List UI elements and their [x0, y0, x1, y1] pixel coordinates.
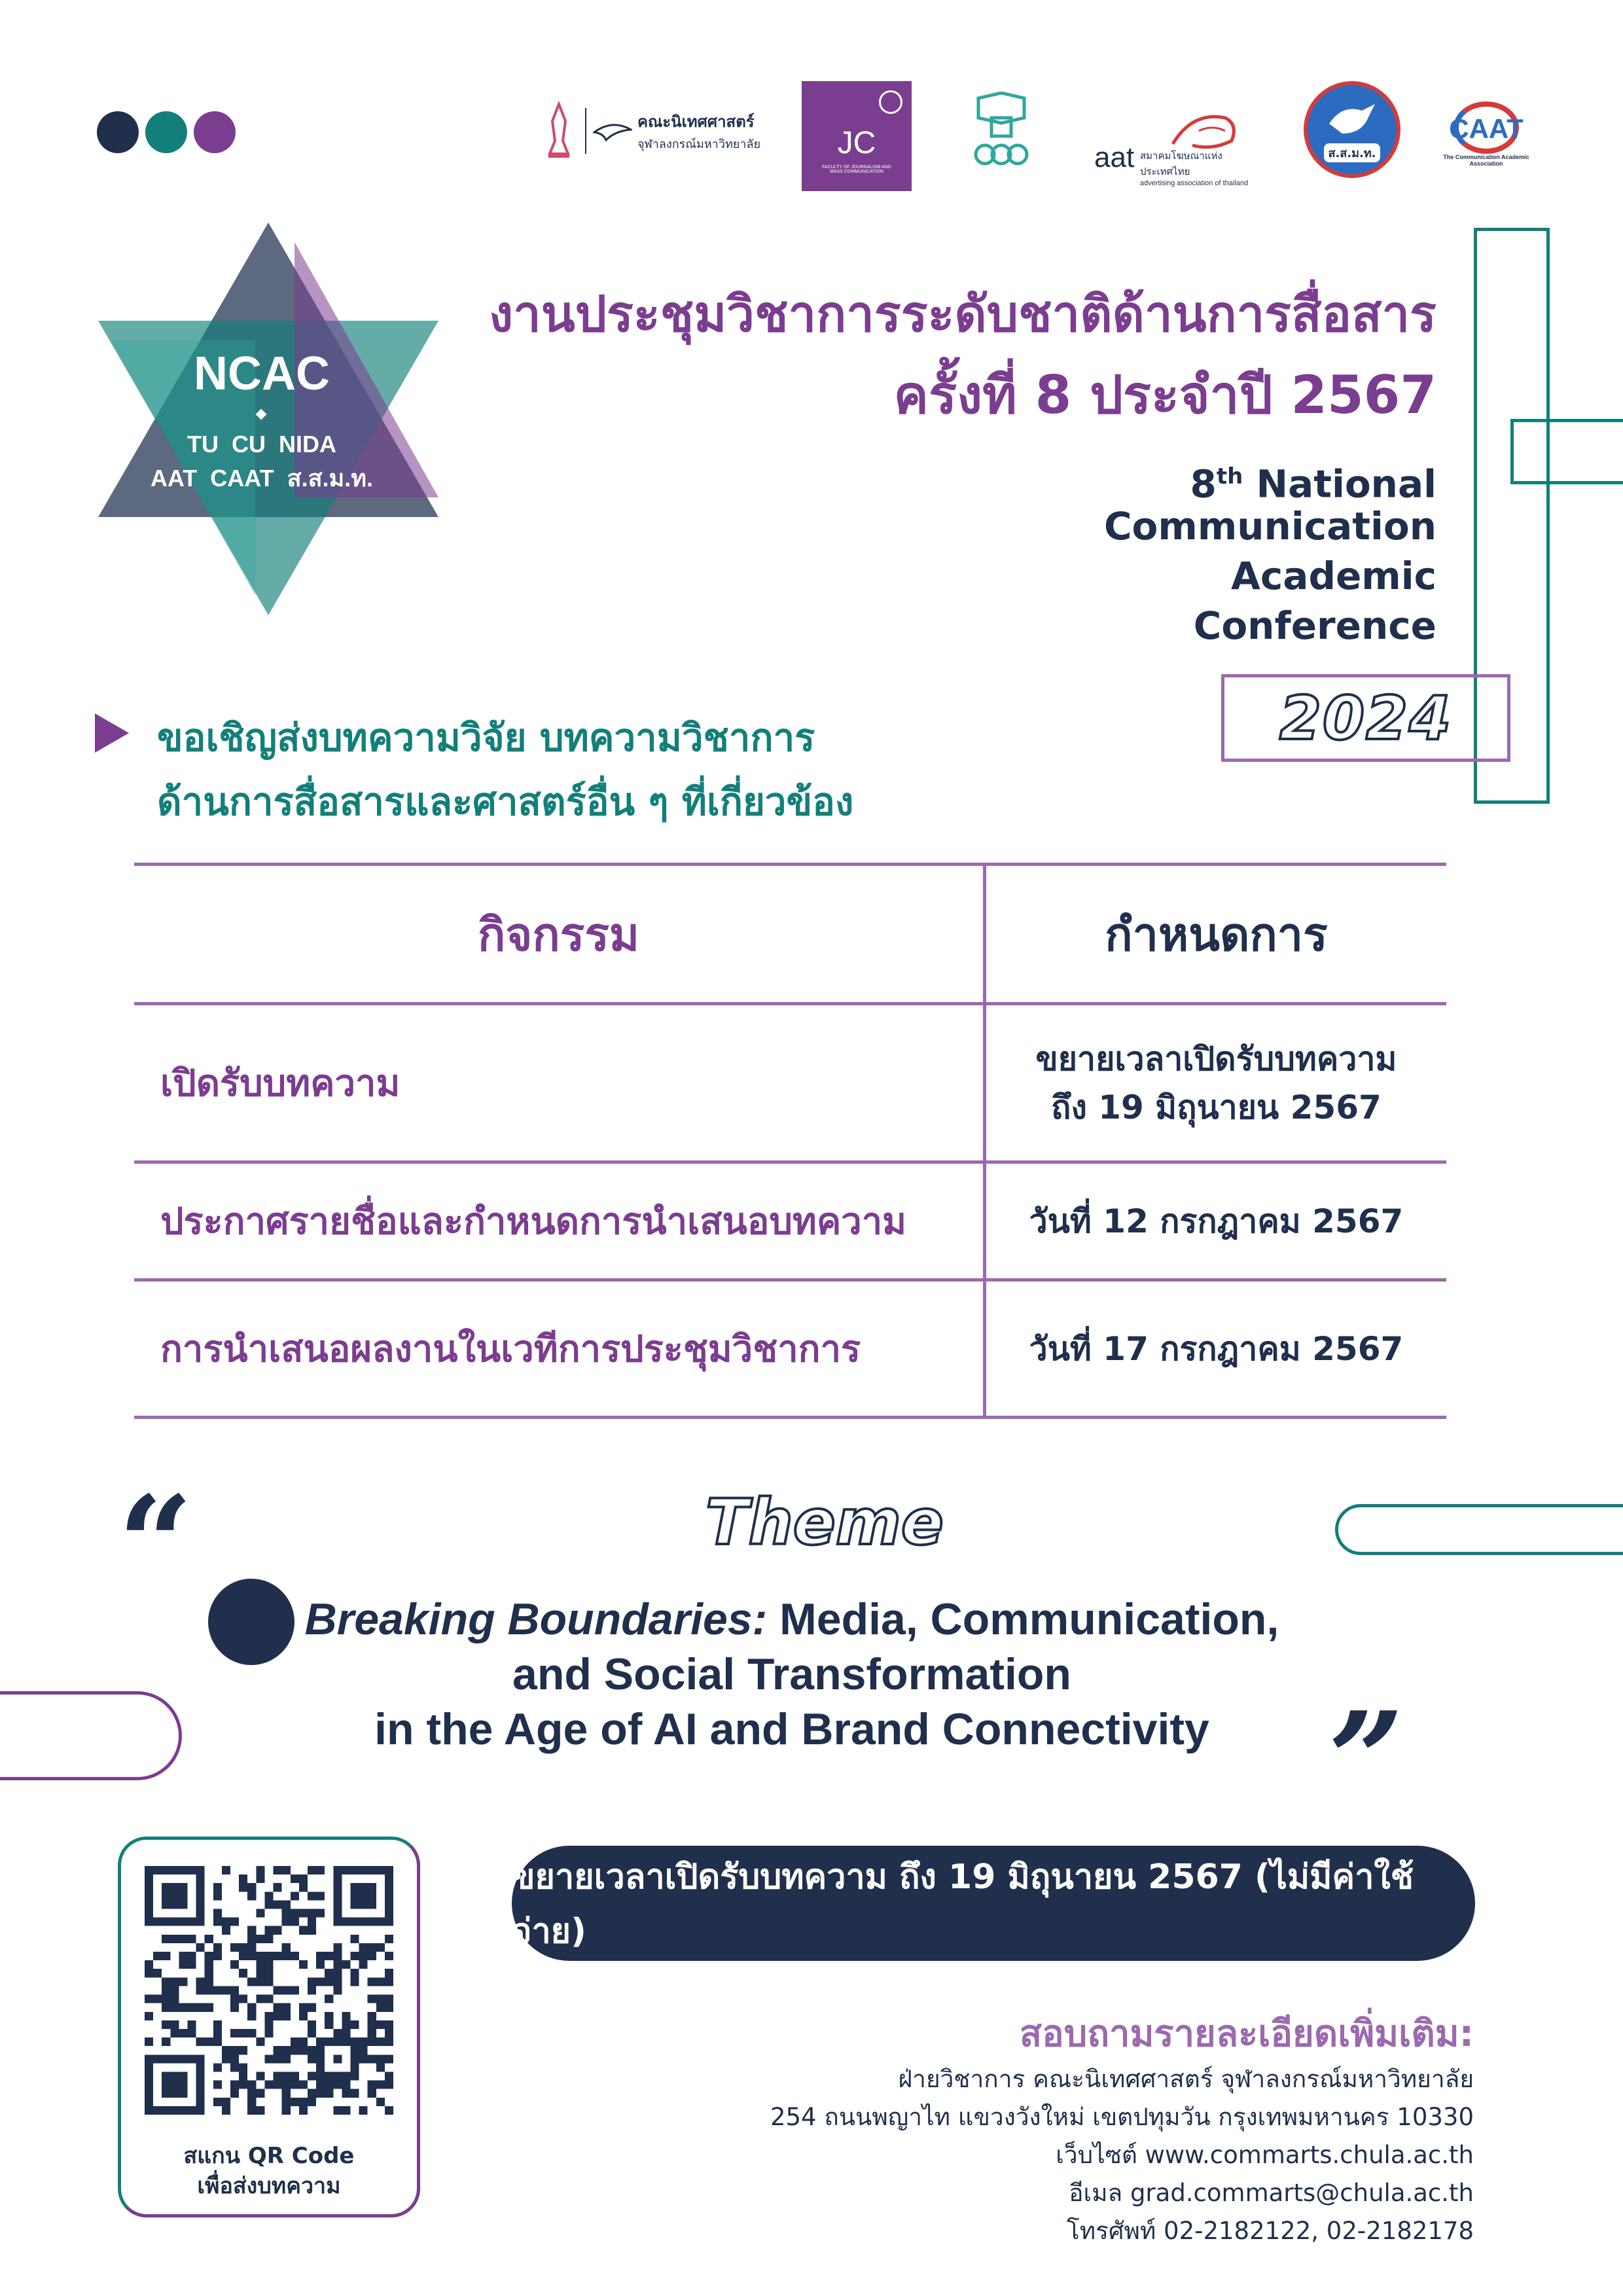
deadline-banner: ขยายเวลาเปิดรับบทความ ถึง 19 มิถุนายน 2567 (ไม่มีค่าใช้จ่าย) [512, 1846, 1475, 1961]
jc-sub: FACULTY OF JOURNALISM AND MASS COMMUNICATION [822, 164, 891, 174]
header-date: กำหนดการ [1105, 907, 1328, 961]
ssmk-label: ส.ส.ม.ท. [1324, 143, 1380, 162]
table-row [134, 1282, 1446, 1419]
qr-card[interactable] [118, 1837, 420, 2217]
theme-line1-italic: Breaking Boundaries: [304, 1594, 768, 1644]
row-activity: เปิดรับบทความ [160, 1062, 401, 1105]
star-of-david-icon [92, 223, 445, 615]
open-quote-icon: “ [118, 1467, 194, 1621]
contact-line: ฝ่ายวิชาการ คณะนิเทศศาสตร์ จุฬาลงกรณ์มหาวิทยาลัย [898, 2065, 1474, 2093]
qr-caption-line1: สแกน QR Code [183, 2143, 355, 2169]
decor-dot-teal [145, 111, 187, 153]
title-en-line1 [1190, 452, 1436, 509]
aat-name: สมาคมโฆษณาแห่งประเทศไทย [1140, 151, 1222, 177]
qr-code-icon[interactable] [145, 1866, 393, 2115]
contact-title: สอบถามรายละเอียดเพิ่มเติม: [1019, 2013, 1474, 2055]
caat-label: CAAT [1449, 113, 1524, 144]
qr-caption [121, 2141, 417, 2201]
theme-statement [196, 1592, 1387, 1757]
jc-logo [802, 81, 912, 191]
ssmk-logo [1304, 81, 1400, 178]
invitation-line2: ด้านการสื่อสารและศาสตร์อื่น ๆ ที่เกี่ยวข้อง [157, 780, 854, 824]
title-en-line4: Conference [1193, 603, 1436, 648]
title-en-suffix: th [1216, 463, 1243, 490]
play-arrow-icon [95, 713, 129, 753]
contact-block [770, 2008, 1474, 2250]
title-en-line3: Academic [1231, 554, 1436, 598]
header-activity: กิจกรรม [477, 907, 640, 961]
row-date: วันที่ 17 กรกฎาคม 2567 [1029, 1329, 1404, 1368]
title-thai-line1: งานประชุมวิชาการระดับชาติด้านการสื่อสาร [488, 285, 1436, 343]
table-row [134, 1005, 1446, 1164]
decor-pill-left [0, 1691, 182, 1780]
title-en-line2: Communication [1103, 504, 1436, 548]
schedule-header-row [134, 863, 1446, 1005]
row-date-line1: ขยายเวลาเปิดรับบทความ [1035, 1039, 1397, 1078]
year-label: 2024 [1279, 683, 1453, 753]
title-thai-line2: ครั้งที่ 8 ประจำปี 2567 [893, 365, 1436, 425]
table-row [134, 1164, 1446, 1282]
row-activity: ประกาศรายชื่อและกำหนดการนำเสนอบทความ [160, 1200, 907, 1243]
invitation-text [157, 706, 853, 834]
theme-line2: and Social Transformation [512, 1649, 1071, 1699]
ncac-emblem [92, 223, 445, 615]
decor-dot-purple [194, 111, 236, 153]
emblem-line1: TU CU NIDA [187, 431, 336, 457]
row-activity: การนำเสนอผลงานในเวทีการประชุมวิชาการ [160, 1328, 861, 1371]
title-en-national: National [1243, 461, 1436, 507]
row-date [1036, 1035, 1397, 1132]
contact-line: 254 ถนนพญาไท แขวงวังใหม่ เขตปทุมวัน กรุงเทพมหานคร 10330 [770, 2103, 1474, 2131]
aat-label: aat [1094, 141, 1135, 173]
gscm-icon [965, 92, 1037, 177]
caat-sub: The Communication Academic Association [1443, 154, 1529, 167]
aat-sub: advertising association of thailand [1140, 179, 1249, 187]
caat-logo [1431, 98, 1542, 170]
faculty-sub: จุฬาลงกรณ์มหาวิทยาลัย [637, 137, 761, 151]
contact-email[interactable]: อีเมล grad.commarts@chula.ac.th [1069, 2179, 1474, 2207]
contact-phone[interactable]: โทรศัพท์ 02-2182122, 02-2182178 [1066, 2217, 1474, 2245]
jc-seal-icon [879, 90, 902, 114]
emblem-acronym: NCAC [194, 348, 330, 400]
chula-emblem-icon [539, 101, 579, 160]
schedule-table [134, 863, 1446, 1419]
nida-gscm-logo [962, 92, 1041, 177]
title-en-ordinal: 8 [1190, 461, 1217, 507]
emblem-line2: AAT CAAT ส.ส.ม.ท. [150, 465, 374, 492]
qr-caption-line2: เพื่อส่งบทความ [197, 2173, 341, 2199]
theme-label: Theme [705, 1486, 944, 1559]
jc-label: JC [837, 125, 876, 160]
faculty-wing-icon [593, 118, 632, 144]
invitation-line1: ขอเชิญส่งบทความวิจัย บทความวิชาการ [157, 715, 815, 760]
theme-line1 [196, 1592, 1387, 1647]
decor-pill-right [1335, 1504, 1623, 1555]
close-quote-icon: ” [1329, 1683, 1404, 1837]
theme-line1-rest: Media, Communication, [767, 1594, 1279, 1644]
chula-commarts-logo [529, 98, 771, 164]
aat-logo [1094, 105, 1271, 187]
decor-dot-navy [97, 111, 139, 153]
year-box [1221, 674, 1510, 762]
dove-icon [1323, 98, 1382, 143]
contact-website[interactable]: เว็บไซต์ www.commarts.chula.ac.th [1056, 2141, 1474, 2169]
faculty-name: คณะนิเทศศาสตร์ [637, 113, 755, 131]
row-date-line2: ถึง 19 มิถุนายน 2567 [1051, 1088, 1382, 1126]
theme-line3: in the Age of AI and Brand Connectivity [374, 1704, 1209, 1754]
row-date: วันที่ 12 กรกฎาคม 2567 [1029, 1202, 1404, 1240]
decor-teal-bracket [1510, 419, 1623, 484]
